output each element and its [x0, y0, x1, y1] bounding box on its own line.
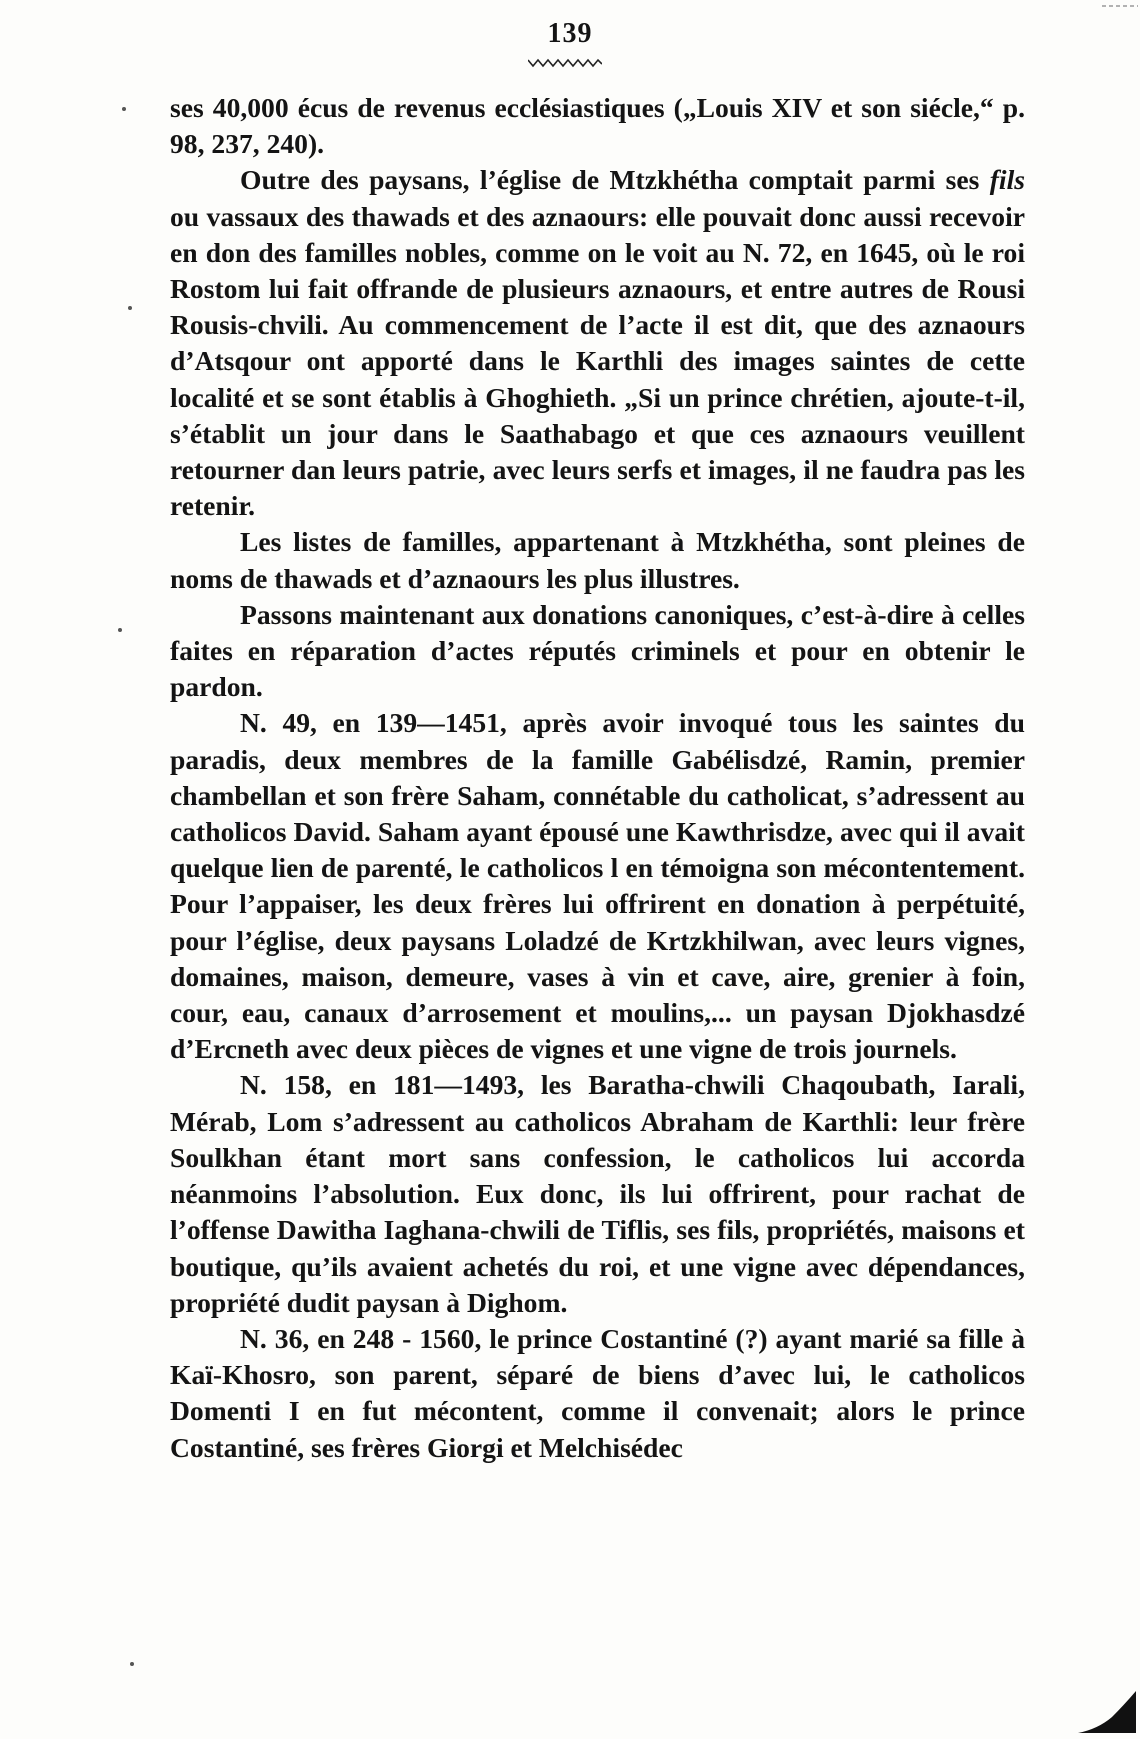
- paragraph: N. 158, en 181—1493, les Baratha-chwili Chaqoubath, Iarali, Mérab, Lom s’adressent au catholicos Abraham de Karthli: leur frère Soulkhan étant mort sans confession, le catholicos lui accorda néanmoins l’absolution. Eux donc, ils lui offrirent, pour rachat de l’offense Dawitha Iaghana-chwili de Tiflis, ses fils, propriétés, maisons et boutique, qu’ils avaient achetés du roi, et une vigne avec dépendances, propriété dudit paysan à Dighom.: [170, 1069, 1025, 1318]
- paragraph-text: Outre des paysans, l’église de Mtzkhétha comptait parmi ses: [240, 164, 990, 196]
- paragraph: [170, 162, 1025, 524]
- paragraph: ses 40,000 écus de revenus ecclésiastiques („Louis XIV et son siécle,“ p. 98, 237, 240).: [170, 92, 1025, 160]
- paragraph: N. 36, en 248 - 1560, le prince Costantiné (?) ayant marié sa fille à Kaï-Khosro, son parent, séparé de biens d’avec lui, le catholicos Domenti I en fut mécontent, comme il convenait; alors le prince Costantiné, ses frères Giorgi et Melchisédec: [170, 1322, 1025, 1463]
- paragraph-text: ou vassaux des thawads et des aznaours: elle pouvait donc aussi recevoir en don des familles nobles, comme on le voit au N. 72, en 1645, où le roi Rostom lui fait offrande de plusieurs aznaours, et entre autres de Rousi Rousis-chvili. Au commencement de l’acte il est dit, que des aznaours d’Atsqour ont apporté dans le Karthli des images saintes de cette localité et se sont établis à Ghoghieth. „Si un prince chrétien, ajoute-t-il, s’établit un jour dans le Saathabago et que ces aznaours veuillent retourner dan leurs patrie, avec leurs serfs et images, il ne faudra pas les retenir.: [170, 200, 1025, 522]
- italic-word: fils: [989, 164, 1025, 196]
- margin-dot: [122, 107, 126, 111]
- paragraph: Passons maintenant aux donations canoniques, c’est-à-dire à celles faites en réparation d’actes réputés criminels et pour en obtenir le pardon.: [170, 598, 1025, 703]
- margin-dot: [118, 628, 122, 632]
- margin-dot: [130, 1662, 134, 1666]
- margin-dot: [128, 306, 132, 310]
- body-text: [170, 90, 1025, 1466]
- paragraph: N. 49, en 139—1451, après avoir invoqué tous les saintes du paradis, deux membres de la famille Gabélisdzé, Ramin, premier chambellan et son frère Saham, connétable du catholicat, s’adressent au catholicos David. Saham ayant épousé une Kawthrisdze, avec qui il avait quelque lien de parenté, le catholicos l en témoigna son mécontentement. Pour l’appaiser, les deux frères lui offrirent en donation à perpétuité, pour l’église, deux paysans Loladzé de Krtzkhilwan, avec leurs vignes, domaines, maison, demeure, vases à vin et cave, aire, grenier à foin, cour, eau, canaux d’arrosement et moulins,... un paysan Djokhasdzé d’Ercneth avec deux pièces de vignes et une vigne de trois journels.: [170, 707, 1025, 1065]
- page-number: 139: [547, 18, 593, 49]
- page-number-ornament: [528, 58, 602, 68]
- paragraph: Les listes de familles, appartenant à Mtzkhétha, sont pleines de noms de thawads et d’aznaours les plus illustres.: [170, 526, 1025, 594]
- edge-dash-mark: [1100, 0, 1140, 14]
- corner-scan-mark: [1078, 1691, 1136, 1733]
